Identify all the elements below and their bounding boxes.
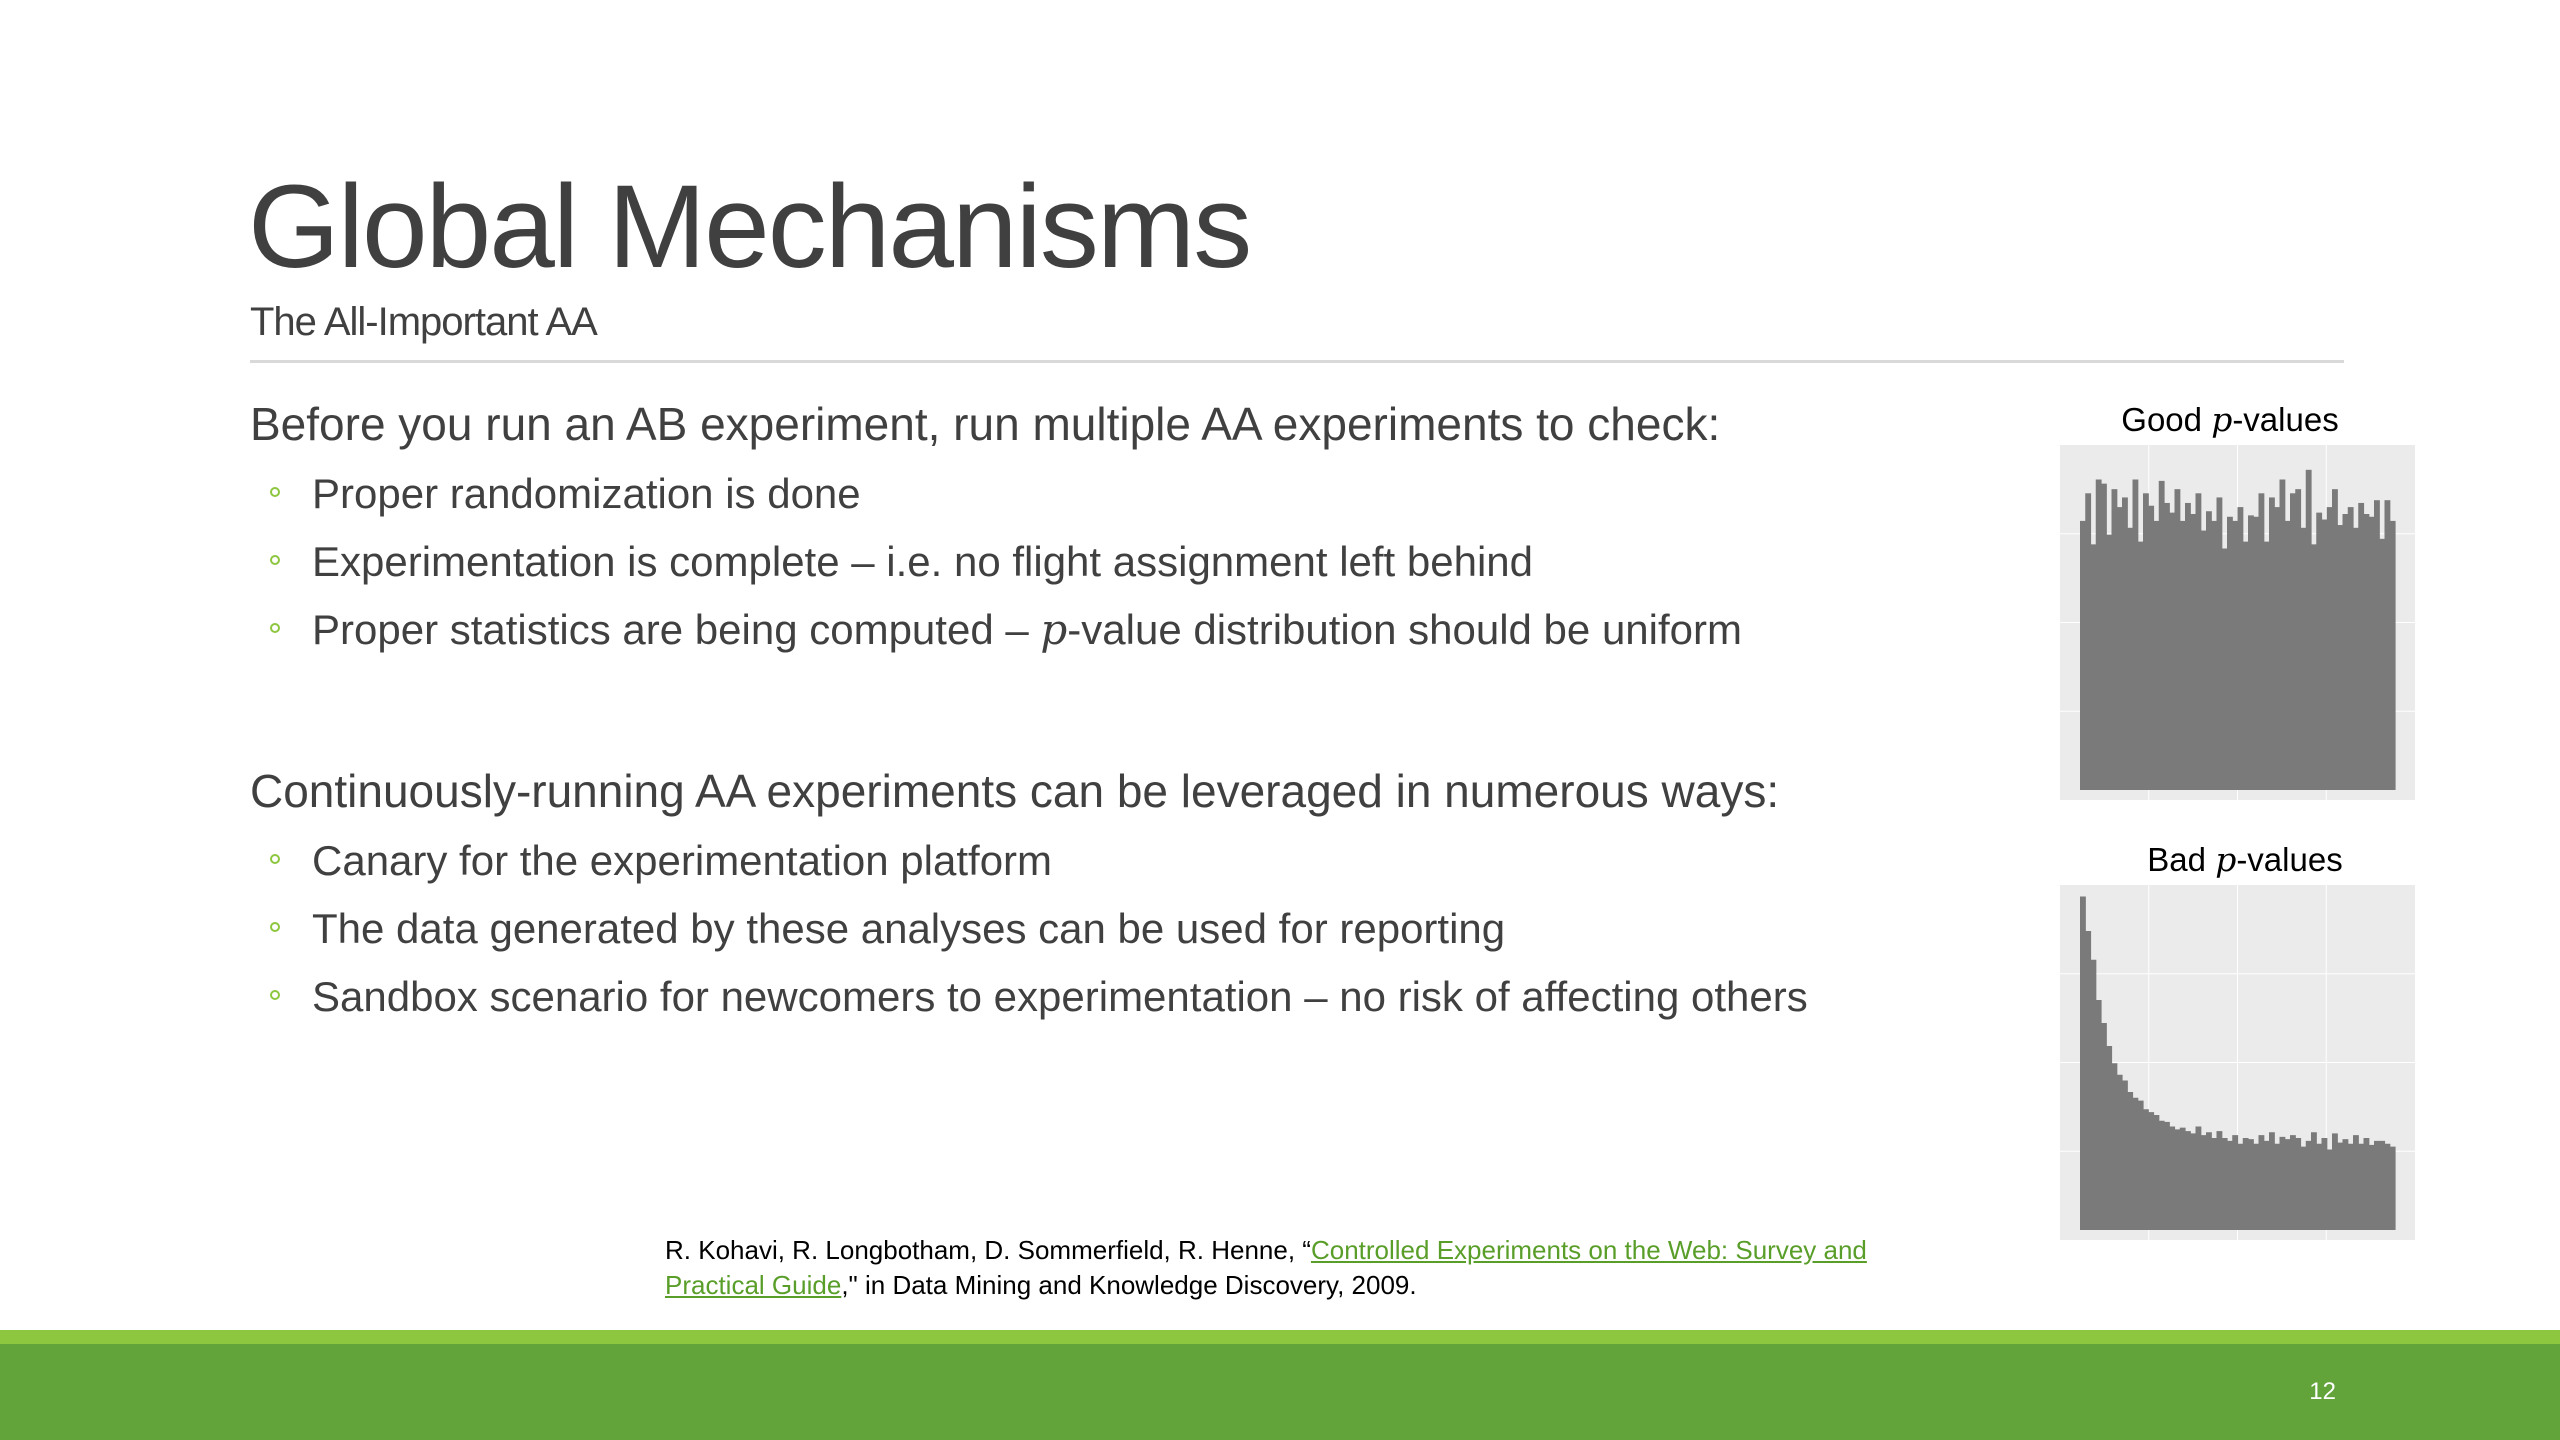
histogram-bar — [2175, 1129, 2181, 1230]
histogram-bar — [2122, 497, 2128, 790]
histogram-bar — [2358, 503, 2364, 790]
histogram-bar — [2185, 1131, 2191, 1230]
histogram-bar — [2348, 1144, 2354, 1230]
histogram-bar — [2138, 1101, 2144, 1230]
histogram-bar — [2201, 1135, 2207, 1230]
histogram-bar — [2080, 521, 2086, 790]
histogram-bar — [2316, 513, 2322, 790]
histogram-bar — [2316, 1144, 2322, 1230]
histogram-bar — [2285, 1139, 2291, 1230]
histogram-bar — [2206, 1132, 2212, 1230]
p-variable: p — [2215, 840, 2237, 879]
histogram-bar — [2306, 1141, 2312, 1230]
histogram-bar — [2280, 480, 2286, 791]
histogram-bar — [2280, 1137, 2286, 1230]
list-item — [250, 895, 1950, 963]
histogram-bar — [2217, 497, 2223, 790]
section-heading: Continuously-running AA experiments can be leveraged in numerous ways: — [250, 765, 1780, 817]
histogram-bar — [2127, 1092, 2133, 1230]
histogram-bar — [2269, 1132, 2275, 1230]
histogram-bar — [2301, 1147, 2307, 1230]
histogram-bar — [2348, 507, 2354, 790]
histogram-bar — [2106, 1046, 2112, 1230]
histogram-bar — [2290, 1135, 2296, 1230]
histogram-bar — [2190, 1133, 2196, 1230]
histogram-bar — [2096, 1000, 2102, 1230]
chart-title-text: -values — [2236, 841, 2343, 878]
histogram-bar — [2274, 1144, 2280, 1230]
histogram-bar — [2337, 525, 2343, 790]
histogram-bar — [2337, 1143, 2343, 1230]
histogram-bar — [2259, 1135, 2265, 1230]
reference-authors: R. Kohavi, R. Longbotham, D. Sommerfield, R. Henne, “ — [665, 1235, 1311, 1265]
histogram-bar — [2227, 1141, 2233, 1230]
histogram-bar — [2295, 489, 2301, 790]
histogram-bar — [2222, 1138, 2228, 1230]
histogram-bar — [2343, 514, 2349, 790]
histogram-bar — [2217, 1131, 2223, 1230]
histogram-bar — [2106, 535, 2112, 790]
histogram-bar — [2232, 521, 2238, 790]
histogram-bar — [2379, 539, 2385, 790]
histogram-bar — [2332, 1133, 2338, 1230]
histogram-bar — [2264, 1141, 2270, 1230]
histogram-bar — [2196, 1127, 2202, 1231]
histogram-bar — [2196, 493, 2202, 790]
section-aa-uses — [250, 763, 1950, 1031]
histogram-bar — [2358, 1144, 2364, 1230]
histogram-bar — [2243, 1138, 2249, 1230]
bullet-circle-icon — [270, 555, 280, 565]
bullet-circle-icon — [270, 854, 280, 864]
bullet-circle-icon — [270, 990, 280, 1000]
histogram-bar — [2164, 503, 2170, 790]
histogram-bar — [2211, 1138, 2217, 1230]
histogram-bar — [2311, 1132, 2317, 1230]
bullet-list — [250, 827, 1950, 1031]
histogram-bar — [2327, 1150, 2333, 1231]
histogram-bar — [2295, 1138, 2301, 1230]
list-item — [250, 528, 1950, 596]
histogram-bar — [2222, 549, 2228, 791]
histogram-bar — [2143, 493, 2149, 790]
bullet-text: Experimentation is complete – i.e. no flight assignment left behind — [312, 538, 1534, 585]
histogram-bar — [2248, 1139, 2254, 1230]
histogram-bar — [2211, 521, 2217, 790]
histogram-bar — [2159, 481, 2165, 790]
histogram-bar — [2185, 503, 2191, 790]
histogram-bar — [2390, 521, 2396, 790]
histogram-bar — [2117, 507, 2123, 790]
histogram-bar — [2343, 1139, 2349, 1230]
histogram-bar — [2353, 528, 2359, 790]
bullet-circle-icon — [270, 487, 280, 497]
histogram-bar — [2143, 1109, 2149, 1230]
list-item — [250, 827, 1950, 895]
footer-band — [0, 1344, 2560, 1440]
histogram-bar — [2190, 514, 2196, 790]
histogram-bar — [2253, 1144, 2259, 1230]
chart-title-text: -values — [2232, 401, 2339, 438]
footer-accent-band — [0, 1330, 2560, 1344]
slide-title: Global Mechanisms — [248, 161, 1251, 293]
section-heading: Before you run an AB experiment, run multiple AA experiments to check: — [250, 398, 1721, 450]
histogram-bar — [2080, 897, 2086, 1231]
histogram-bar — [2122, 1081, 2128, 1231]
histogram-bar — [2369, 517, 2375, 790]
histogram-bar — [2085, 931, 2091, 1230]
list-item — [250, 460, 1950, 528]
bullet-circle-icon — [270, 623, 280, 633]
reference-source: ," in Data Mining and Knowledge Discovery, 2009. — [841, 1270, 1417, 1300]
histogram-bar — [2332, 489, 2338, 790]
histogram-bar — [2311, 544, 2317, 790]
reference-link[interactable]: Controlled Experiments on the Web: Survey and Practical Guide — [665, 1235, 1867, 1300]
histogram-bar — [2138, 542, 2144, 790]
bullet-list — [250, 460, 1950, 664]
histogram-bar — [2353, 1135, 2359, 1230]
histogram-bar — [2364, 514, 2370, 790]
histogram-bar — [2259, 493, 2265, 790]
slide-subtitle: The All-Important AA — [250, 300, 597, 344]
histogram-bar — [2306, 470, 2312, 790]
histogram-bar — [2133, 480, 2139, 791]
histogram-bar — [2322, 1138, 2328, 1230]
histogram-bar — [2238, 1144, 2244, 1230]
histogram-bar — [2379, 1141, 2385, 1230]
list-item — [250, 963, 1950, 1031]
histogram-bar — [2385, 500, 2391, 790]
histogram-bar — [2374, 500, 2380, 790]
histogram-bar — [2164, 1122, 2170, 1230]
bullet-text: Proper statistics are being computed – — [312, 606, 1041, 653]
good-pvalues-histogram — [2030, 440, 2420, 830]
histogram-bar — [2285, 521, 2291, 790]
page-number: 12 — [2309, 1378, 2336, 1405]
histogram-bar — [2180, 1128, 2186, 1230]
chart-title-bad — [2115, 840, 2375, 879]
p-variable: p — [2211, 400, 2233, 439]
section-aa-checks — [250, 396, 1950, 664]
histogram-bar — [2374, 1141, 2380, 1230]
histogram-bar — [2238, 507, 2244, 790]
histogram-bar — [2133, 1098, 2139, 1230]
chart-title-text: Bad — [2147, 841, 2216, 878]
histogram-bar — [2227, 517, 2233, 790]
histogram-bar — [2127, 528, 2133, 790]
histogram-bar — [2148, 1112, 2154, 1230]
histogram-bar — [2290, 493, 2296, 790]
histogram-bar — [2112, 489, 2118, 790]
histogram-bar — [2301, 528, 2307, 790]
histogram-bar — [2264, 542, 2270, 790]
p-variable: p — [1040, 605, 1068, 654]
histogram-bar — [2154, 1115, 2160, 1230]
histogram-bar — [2248, 515, 2254, 790]
bullet-text: Sandbox scenario for newcomers to experimentation – no risk of affecting others — [312, 973, 1808, 1020]
histogram-bar — [2201, 531, 2207, 790]
histogram-bar — [2169, 513, 2175, 790]
chart-title-text: Good — [2121, 401, 2212, 438]
bullet-circle-icon — [270, 922, 280, 932]
bullet-text-tail: -value distribution should be uniform — [1067, 606, 1742, 653]
histogram-bar — [2206, 511, 2212, 790]
histogram-bar — [2269, 497, 2275, 790]
histogram-bar — [2091, 960, 2097, 1230]
list-item — [250, 596, 1950, 664]
histogram-bar — [2117, 1075, 2123, 1230]
histogram-bar — [2112, 1063, 2118, 1230]
histogram-bar — [2169, 1127, 2175, 1231]
bullet-text: Canary for the experimentation platform — [312, 837, 1053, 884]
histogram-bar — [2091, 544, 2097, 790]
reference-citation — [665, 1233, 1915, 1303]
histogram-bar — [2274, 507, 2280, 790]
histogram-bar — [2175, 489, 2181, 790]
histogram-bar — [2085, 493, 2091, 790]
title-divider — [250, 360, 2344, 363]
histogram-bar — [2148, 506, 2154, 790]
histogram-bar — [2159, 1121, 2165, 1230]
bullet-text: Proper randomization is done — [312, 470, 861, 517]
histogram-bar — [2390, 1147, 2396, 1230]
bad-pvalues-histogram — [2030, 880, 2420, 1270]
bullet-text: The data generated by these analyses can be used for reporting — [312, 905, 1506, 952]
histogram-bar — [2101, 1023, 2107, 1230]
histogram-bar — [2385, 1144, 2391, 1230]
histogram-bar — [2232, 1135, 2238, 1230]
histogram-bar — [2096, 480, 2102, 791]
histogram-bar — [2364, 1138, 2370, 1230]
histogram-bar — [2253, 517, 2259, 790]
histogram-bar — [2322, 520, 2328, 790]
histogram-bar — [2327, 507, 2333, 790]
chart-title-good — [2100, 400, 2360, 439]
histogram-bar — [2180, 521, 2186, 790]
histogram-bar — [2369, 1145, 2375, 1230]
histogram-bar — [2243, 542, 2249, 790]
histogram-bar — [2154, 521, 2160, 790]
histogram-bar — [2101, 484, 2107, 790]
